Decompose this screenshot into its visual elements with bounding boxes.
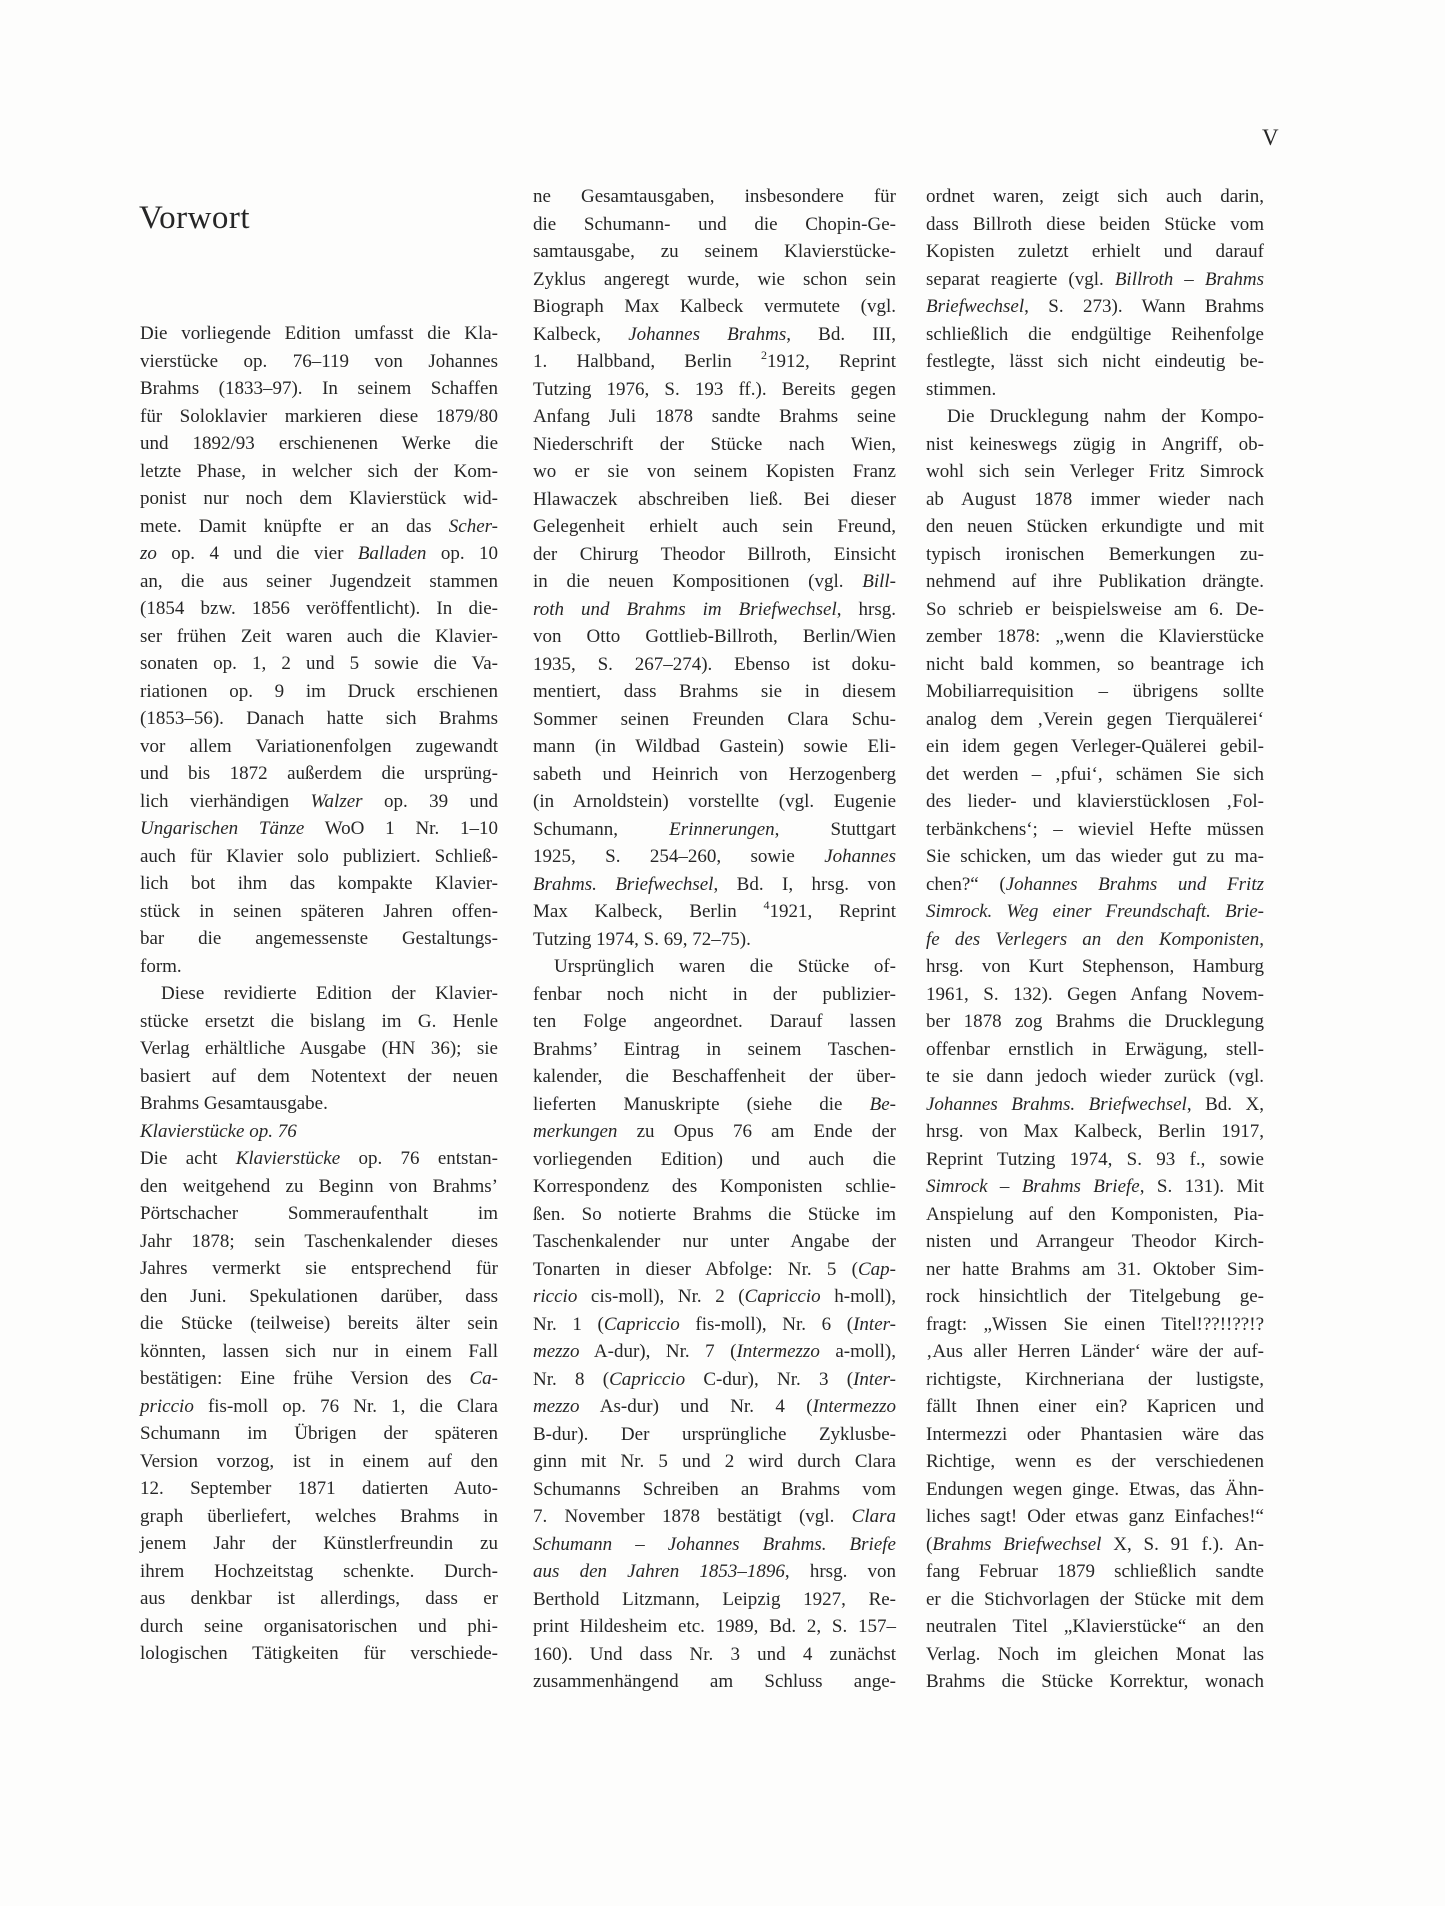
text-line: den Juni. Spekulationen darüber, dass xyxy=(140,1285,498,1307)
text-line: bestätigen: Eine frühe Version des Ca- xyxy=(140,1368,498,1389)
text-line: kalender, die Beschaffenheit der über- xyxy=(533,1066,896,1087)
text-line: nisten und Arrangeur Theodor Kirch- xyxy=(926,1231,1264,1252)
text-line: richtigste, Kirchneriana der lustigste, xyxy=(926,1368,1264,1390)
text-line: mete. Damit knüpfte er an das Scher- xyxy=(140,515,498,537)
text-line: 1925, S. 254–260, sowie Johannes xyxy=(533,846,896,867)
text-line: ne Gesamtausgaben, insbesondere für xyxy=(533,186,896,207)
text-line: Tutzing 1974, S. 69, 72–75). xyxy=(533,928,751,950)
text-line: Simrock. Weg einer Freundschaft. Brie- xyxy=(926,901,1264,922)
text-line: Schumann, Erinnerungen, Stuttgart xyxy=(533,818,896,840)
text-line: ser frühen Zeit waren auch die Klavier- xyxy=(140,625,498,647)
text-line: Kopisten zuletzt erhielt und darauf xyxy=(926,241,1264,262)
text-line: (in Arnoldstein) vorstellte (vgl. Eugenie xyxy=(533,791,896,812)
text-line: Biograph Max Kalbeck vermutete (vgl. xyxy=(533,296,896,317)
text-line: 7. November 1878 bestätigt (vgl. Clara xyxy=(533,1506,896,1527)
text-line: zo op. 4 und die vier Balladen op. 10 xyxy=(140,543,498,564)
text-line: Ungarischen Tänze WoO 1 Nr. 1–10 xyxy=(140,818,498,839)
text-line: auch für Klavier solo publiziert. Schließ- xyxy=(140,845,498,867)
text-line: analog dem ‚Verein gegen Tierquälerei‘ xyxy=(926,708,1264,730)
text-line: te sie dann jedoch wieder zurück (vgl. xyxy=(926,1066,1264,1087)
text-line: Pörtschacher Sommeraufenthalt im xyxy=(140,1203,498,1224)
text-line: Brahms die Stücke Korrektur, wonach xyxy=(926,1671,1264,1692)
text-line: die Stücke (teilweise) bereits älter sein xyxy=(140,1313,498,1334)
text-line: Anspielung auf den Komponisten, Pia- xyxy=(926,1203,1264,1225)
text-line: Verlag. Noch im gleichen Monat las xyxy=(926,1643,1264,1665)
text-line: Berthold Litzmann, Leipzig 1927, Re- xyxy=(533,1588,896,1610)
text-line: fang Februar 1879 schließlich sandte xyxy=(926,1561,1264,1582)
text-line: den neuen Stücken erkundigte und mit xyxy=(926,516,1264,537)
text-line: nicht bald kommen, so beantrage ich xyxy=(926,653,1264,675)
text-line: Korrespondenz des Komponisten schlie- xyxy=(533,1176,896,1197)
text-line: Briefwechsel, S. 273). Wann Brahms xyxy=(926,296,1264,317)
text-line: in die neuen Kompositionen (vgl. Bill- xyxy=(533,571,896,592)
text-line: ihrem Hochzeitstag schenkte. Durch- xyxy=(140,1560,498,1582)
text-line: fenbar noch nicht in der publizier- xyxy=(533,983,896,1005)
text-line: ten Folge angeordnet. Darauf lassen xyxy=(533,1011,896,1032)
text-line: 1935, S. 267–274). Ebenso ist doku- xyxy=(533,653,896,675)
text-line: Ursprünglich waren die Stücke of- xyxy=(554,956,896,977)
text-line: letzte Phase, in welcher sich der Kom- xyxy=(140,460,498,482)
text-line: könnten, lassen sich nur in einem Fall xyxy=(140,1340,498,1362)
text-line: Taschenkalender nur unter Angabe der xyxy=(533,1231,896,1252)
page-number: V xyxy=(1262,125,1279,150)
text-line: (1853–56). Danach hatte sich Brahms xyxy=(140,708,498,729)
text-line: fe des Verlegers an den Komponisten, xyxy=(926,928,1264,950)
text-line: rock hinsichtlich der Titelgebung ge- xyxy=(926,1286,1264,1307)
text-line: lologischen Tätigkeiten für verschiede- xyxy=(140,1643,498,1664)
text-column-2 xyxy=(533,183,896,1696)
text-line: vorliegenden Edition) und auch die xyxy=(533,1148,896,1170)
text-line: zember 1878: „wenn die Klavierstücke xyxy=(926,626,1264,647)
text-line: Jahr 1878; sein Taschenkalender dieses xyxy=(140,1230,498,1252)
text-line: ginn mit Nr. 5 und 2 wird durch Clara xyxy=(533,1451,896,1472)
text-line: Diese revidierte Edition der Klavier- xyxy=(161,983,498,1004)
text-line: Tonarten in dieser Abfolge: Nr. 5 (Cap- xyxy=(533,1258,896,1280)
text-line: fragt: „Wissen Sie einen Titel!??!!??!? xyxy=(926,1313,1264,1335)
text-line: lich bot ihm das kompakte Klavier- xyxy=(140,873,498,894)
text-line: 1. Halbband, Berlin $^2$1912, Reprint xyxy=(533,347,896,372)
text-line: terbänkchens‘; – wieviel Hefte müssen xyxy=(926,818,1264,840)
text-line: stücke ersetzt die bislang im G. Henle xyxy=(140,1010,498,1032)
text-line: bar die angemessenste Gestaltungs- xyxy=(140,928,498,949)
text-line: basiert auf dem Notentext der neuen xyxy=(140,1065,498,1087)
text-line: priccio fis-moll op. 76 Nr. 1, die Clara xyxy=(140,1395,498,1417)
text-line: Johannes Brahms. Briefwechsel, Bd. X, xyxy=(926,1093,1264,1115)
text-line: aus denkbar ist allerdings, dass er xyxy=(140,1588,498,1609)
text-line: Jahres vermerkt sie entsprechend für xyxy=(140,1258,498,1279)
text-line: Brahms (1833–97). In seinem Schaffen xyxy=(140,378,498,399)
text-line: offenbar ernstlich in Erwägung, stell- xyxy=(926,1038,1264,1060)
text-line: Zyklus angeregt wurde, wie schon sein xyxy=(533,268,896,290)
text-line: liches sagt! Oder etwas ganz Einfaches!“ xyxy=(926,1506,1264,1527)
text-line: vierstücke op. 76–119 von Johannes xyxy=(140,350,498,372)
text-line: für Soloklavier markieren diese 1879/80 xyxy=(140,405,498,427)
text-line: den weitgehend zu Beginn von Brahms’ xyxy=(140,1175,498,1197)
text-column-1 xyxy=(140,320,498,1668)
text-line: typisch ironischen Bemerkungen zu- xyxy=(926,543,1264,565)
text-line: Richtige, wenn es der verschiedenen xyxy=(926,1451,1264,1472)
text-line: Endungen wegen ginge. Etwas, das Ähn- xyxy=(926,1478,1264,1500)
text-line: nist keineswegs zügig in Angriff, ob- xyxy=(926,433,1264,455)
text-line: Anfang Juli 1878 sandte Brahms seine xyxy=(533,406,896,427)
text-line: neutralen Titel „Klavierstücke“ an den xyxy=(926,1616,1264,1637)
text-line: Gelegenheit erhielt auch sein Freund, xyxy=(533,516,896,537)
text-line: Intermezzi oder Phantasien wäre das xyxy=(926,1423,1264,1445)
text-line: wohl sich sein Verleger Fritz Simrock xyxy=(926,461,1264,482)
text-line: ner hatte Brahms am 31. Oktober Sim- xyxy=(926,1258,1264,1280)
text-line: stück in seinen späteren Jahren offen- xyxy=(140,900,498,922)
text-line: von Otto Gottlieb-Billroth, Berlin/Wien xyxy=(533,626,896,647)
text-line: 1961, S. 132). Gegen Anfang Novem- xyxy=(926,983,1264,1005)
text-line: Reprint Tutzing 1974, S. 93 f., sowie xyxy=(926,1148,1264,1170)
text-line: zusammenhängend am Schluss ange- xyxy=(533,1671,896,1692)
text-line: Die Drucklegung nahm der Kompo- xyxy=(947,406,1264,427)
section-heading: Klavierstücke op. 76 xyxy=(140,1120,297,1142)
text-line: Tutzing 1976, S. 193 ff.). Bereits gegen xyxy=(533,378,896,400)
text-line: Schumann im Übrigen der späteren xyxy=(140,1423,498,1444)
text-line: Niederschrift der Stücke nach Wien, xyxy=(533,433,896,455)
text-line: mentiert, dass Brahms sie in diesem xyxy=(533,681,896,702)
text-line: B-dur). Der ursprüngliche Zyklusbe- xyxy=(533,1423,896,1445)
text-line: Nr. 8 (Capriccio C-dur), Nr. 3 (Inter- xyxy=(533,1368,896,1390)
text-line: Simrock – Brahms Briefe, S. 131). Mit xyxy=(926,1176,1264,1197)
text-line: des lieder- und klavierstücklosen ‚Fol- xyxy=(926,791,1264,812)
text-line: riationen op. 9 im Druck erschienen xyxy=(140,680,498,702)
text-line: mezzo A-dur), Nr. 7 (Intermezzo a-moll), xyxy=(533,1341,896,1362)
text-line: ein idem gegen Verleger-Quälerei gebil- xyxy=(926,736,1264,757)
text-line: mezzo As-dur) und Nr. 4 (Intermezzo xyxy=(533,1396,896,1417)
text-line: det werden – ‚pfui‘, schämen Sie sich xyxy=(926,763,1264,785)
text-line: graph überliefert, welches Brahms in xyxy=(140,1505,498,1527)
text-line: chen?“ (Johannes Brahms und Fritz xyxy=(926,873,1265,895)
text-line: Sie schicken, um das wieder gut zu ma- xyxy=(926,846,1264,867)
text-line: Schumanns Schreiben an Brahms vom xyxy=(533,1478,896,1500)
text-line: schließlich die endgültige Reihenfolge xyxy=(926,323,1264,345)
text-column-3 xyxy=(926,183,1264,1696)
text-line: Die vorliegende Edition umfasst die Kla- xyxy=(140,323,498,344)
text-line: Kalbeck, Johannes Brahms, Bd. III, xyxy=(533,323,896,345)
text-line: print Hildesheim etc. 1989, Bd. 2, S. 157– xyxy=(533,1616,896,1637)
text-line: 12. September 1871 datierten Auto- xyxy=(140,1478,498,1499)
text-line: festlegte, lässt sich nicht eindeutig be- xyxy=(926,351,1264,372)
text-line: nehmend auf ihre Publikation drängte. xyxy=(926,571,1264,592)
text-line: die Schumann- und die Chopin-Ge- xyxy=(533,213,896,235)
text-line: Nr. 1 (Capriccio fis-moll), Nr. 6 (Inter- xyxy=(533,1313,896,1335)
text-line: form. xyxy=(140,955,182,977)
text-line: ponist nur noch dem Klavierstück wid- xyxy=(140,488,498,509)
text-line: Brahms. Briefwechsel, Bd. I, hrsg. von xyxy=(533,873,896,895)
text-line: Schumann – Johannes Brahms. Briefe xyxy=(533,1533,896,1555)
text-line: fällt Ihnen einer ein? Kapricen und xyxy=(926,1396,1264,1417)
text-line: durch seine organisatorischen und phi- xyxy=(140,1615,498,1637)
text-line: lieferten Manuskripte (siehe die Be- xyxy=(533,1093,896,1115)
text-line: merkungen zu Opus 76 am Ende der xyxy=(533,1121,896,1142)
text-line: Mobiliarrequisition – übrigens sollte xyxy=(926,681,1264,702)
text-line: ‚Aus aller Herren Länder‘ wäre der auf- xyxy=(926,1341,1264,1362)
text-line: der Chirurg Theodor Billroth, Einsicht xyxy=(533,543,896,565)
text-line: (1854 bzw. 1856 veröffentlicht). In die- xyxy=(140,598,498,619)
text-line: Version vorzog, ist in einem auf den xyxy=(140,1450,498,1472)
text-line: So schrieb er beispielsweise am 6. De- xyxy=(926,598,1264,620)
text-line: lich vierhändigen Walzer op. 39 und xyxy=(140,790,498,812)
text-line: an, die aus seiner Jugendzeit stammen xyxy=(140,570,498,592)
text-line: 160). Und dass Nr. 3 und 4 zunächst xyxy=(533,1643,896,1665)
text-line: stimmen. xyxy=(926,378,997,400)
text-line: jenem Jahr der Künstlerfreundin zu xyxy=(140,1533,498,1554)
text-line: Brahms’ Eintrag in seinem Taschen- xyxy=(533,1038,896,1060)
text-line: Hlawaczek abschreiben ließ. Bei dieser xyxy=(533,488,896,510)
text-line: riccio cis-moll), Nr. 2 (Capriccio h-moll), xyxy=(533,1286,896,1307)
text-line: aus den Jahren 1853–1896, hrsg. von xyxy=(533,1561,896,1582)
text-line: und bis 1872 außerdem die ursprüng- xyxy=(140,763,498,784)
text-line: ab August 1878 immer wieder nach xyxy=(926,488,1264,510)
text-line: ordnet waren, zeigt sich auch darin, xyxy=(926,186,1264,207)
text-line: vor allem Variationenfolgen zugewandt xyxy=(140,735,498,757)
text-line: ßen. So notierte Brahms die Stücke im xyxy=(533,1203,896,1225)
text-line: separat reagierte (vgl. Billroth – Brahms xyxy=(926,268,1264,290)
text-line: Verlag erhältliche Ausgabe (HN 36); sie xyxy=(140,1038,498,1059)
text-line: Sommer seinen Freunden Clara Schu- xyxy=(533,708,896,730)
text-line: roth und Brahms im Briefwechsel, hrsg. xyxy=(533,598,896,620)
text-line: er die Stichvorlagen der Stücke mit dem xyxy=(926,1588,1264,1610)
text-line: mann (in Wildbad Gastein) sowie Eli- xyxy=(533,736,896,757)
text-line: hrsg. von Max Kalbeck, Berlin 1917, xyxy=(926,1121,1264,1142)
text-line: ber 1878 zog Brahms die Drucklegung xyxy=(926,1011,1264,1032)
page-title: Vorwort xyxy=(139,200,251,237)
text-line: hrsg. von Kurt Stephenson, Hamburg xyxy=(926,956,1264,977)
text-line: Max Kalbeck, Berlin $^4$1921, Reprint xyxy=(533,897,896,922)
text-line: (Brahms Briefwechsel X, S. 91 f.). An- xyxy=(926,1533,1264,1555)
text-line: sabeth und Heinrich von Herzogenberg xyxy=(533,763,896,785)
text-line: dass Billroth diese beiden Stücke vom xyxy=(926,213,1264,235)
text-line: Die acht Klavierstücke op. 76 entstan- xyxy=(140,1148,498,1169)
text-line: Brahms Gesamtausgabe. xyxy=(140,1093,328,1114)
text-line: wo er sie von seinem Kopisten Franz xyxy=(533,461,896,482)
text-line: samtausgabe, zu seinem Klavierstücke- xyxy=(533,241,896,262)
text-line: und 1892/93 erschienenen Werke die xyxy=(140,433,498,454)
text-line: sonaten op. 1, 2 und 5 sowie die Va- xyxy=(140,653,498,674)
